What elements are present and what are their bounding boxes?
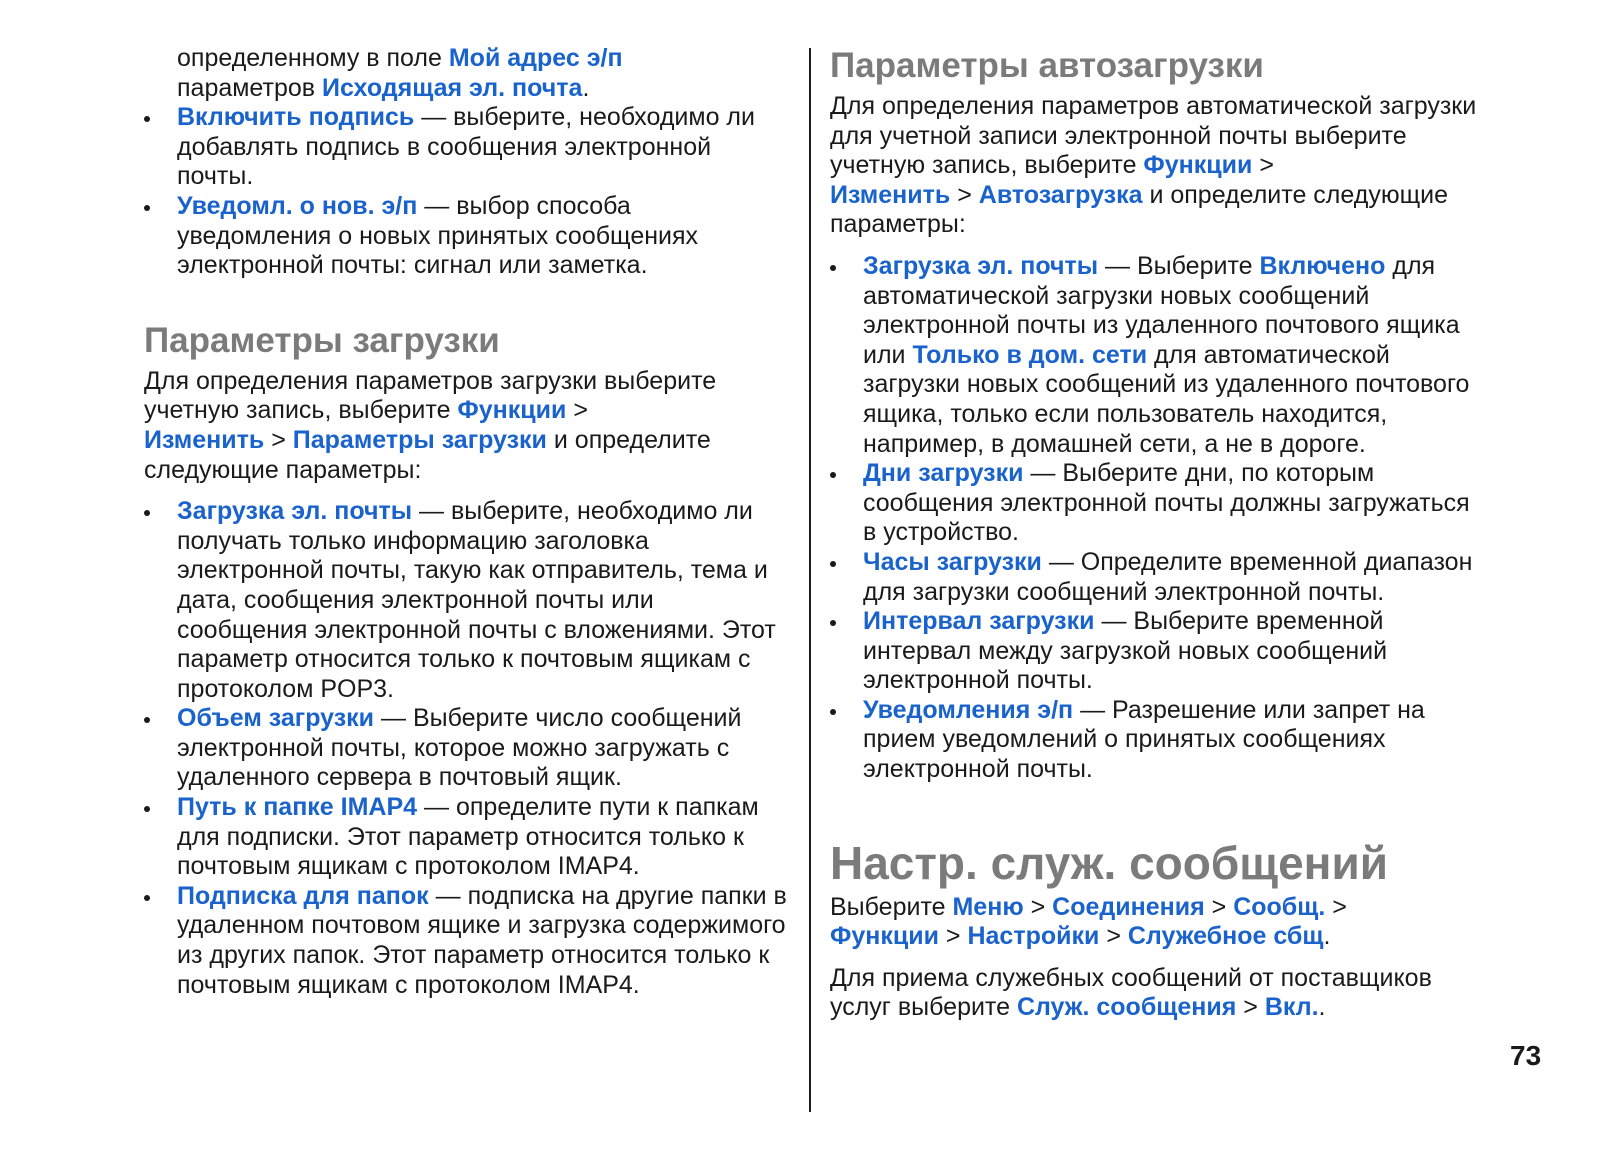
term-retrieval-hours[interactable]: Часы загрузки: [863, 547, 1042, 576]
item-description: для автоматической загрузки новых сообщений электронной почты из удаленного почтового ящика или: [863, 251, 1460, 369]
link-options[interactable]: Функции: [1143, 151, 1253, 180]
continued-text-1: определенному в поле: [177, 44, 449, 72]
intro-text-end: и определите следующие параметры:: [144, 425, 711, 484]
item-description: — выберите, необходимо ли добавлять подпись в сообщения электронной почты.: [177, 103, 755, 191]
item-description: — выбор способа уведомления о новых принятых сообщениях электронной почты: сигнал или заметка.: [177, 191, 699, 280]
term-email-notifications[interactable]: Уведомления э/п: [863, 695, 1074, 724]
list-item: [830, 252, 1480, 459]
term-new-mail-notice[interactable]: Уведомл. о нов. э/п: [177, 191, 418, 220]
list-item: [144, 192, 789, 281]
term-include-signature[interactable]: Включить подпись: [177, 103, 415, 132]
retrieval-intro: [144, 367, 789, 485]
intro-text: Для определения параметров загрузки выберите учетную запись, выберите: [144, 366, 717, 425]
continued-list: [144, 103, 789, 281]
item-description: — Выберите временной интервал между загрузкой новых сообщений электронной почты.: [863, 607, 1388, 695]
term-folder-subscriptions[interactable]: Подписка для папок: [177, 881, 429, 910]
item-description: — Выберите дни, по которым сообщения электронной почты должны загружаться в устройство.: [863, 459, 1470, 547]
left-column: [144, 44, 789, 1000]
continued-text-end: .: [582, 73, 590, 102]
path-separator: >: [264, 425, 293, 454]
instruction-text: Для приема служебных сообщений от поставщиков услуг выберите: [830, 963, 1432, 1022]
item-description: — Определите временной диапазон для загрузки сообщений электронной почты.: [863, 547, 1473, 606]
list-item: [144, 793, 789, 882]
link-menu[interactable]: Меню: [952, 892, 1024, 921]
path-separator: >: [1236, 993, 1265, 1022]
item-description: для автоматической загрузки новых сообщений из удаленного почтового ящика, только если пользователь находится, например, в домашней сети, а не в дороге.: [863, 340, 1470, 458]
continued-paragraph: [144, 44, 789, 103]
instruction-text-end: .: [1318, 993, 1326, 1022]
item-description: — Выберите: [1098, 251, 1260, 280]
list-item: [830, 696, 1480, 785]
section-title-retrieval-settings: Параметры загрузки: [144, 320, 500, 360]
intro-text: Для определения параметров автоматической загрузки для учетной записи электронной почты выберите учетную запись, выберите: [830, 92, 1477, 180]
right-column: [830, 44, 1480, 1023]
path-separator: >: [950, 180, 979, 209]
column-divider: [809, 48, 811, 1112]
path-separator: >: [1099, 922, 1128, 951]
term-email-retrieval[interactable]: Загрузка эл. почты: [177, 497, 413, 526]
service-messages-path: [830, 893, 1480, 952]
link-edit[interactable]: Изменить: [144, 425, 265, 454]
link-only-home-network[interactable]: Только в дом. сети: [912, 340, 1148, 369]
link-my-email-address[interactable]: Мой адрес э/п: [448, 44, 623, 72]
link-options[interactable]: Функции: [457, 396, 567, 425]
list-item: [830, 548, 1480, 607]
section-title-service-messages: Настр. служ. сообщений: [830, 836, 1389, 889]
page-number: 73: [1510, 1040, 1542, 1071]
term-retrieval-amount[interactable]: Объем загрузки: [177, 704, 375, 733]
term-retrieval-interval[interactable]: Интервал загрузки: [863, 607, 1095, 636]
link-settings[interactable]: Настройки: [967, 922, 1100, 951]
list-item: [144, 497, 789, 704]
link-options[interactable]: Функции: [830, 922, 939, 951]
path-text-end: .: [1323, 922, 1331, 951]
item-description: — Разрешение или запрет на прием уведомлений о принятых сообщениях электронной почты.: [863, 695, 1425, 784]
term-imap4-folder-path[interactable]: Путь к папке IMAP4: [177, 793, 418, 822]
link-service-message[interactable]: Служебное сбщ: [1127, 922, 1324, 951]
path-text: Выберите: [830, 892, 953, 921]
link-automatic-retrieval[interactable]: Автозагрузка: [978, 180, 1143, 209]
section-title-auto-retrieval: Параметры автозагрузки: [830, 46, 1264, 85]
link-enabled[interactable]: Включено: [1259, 251, 1386, 280]
list-item: [830, 459, 1480, 548]
item-description: — подписка на другие папки в удаленном почтовом ящике и загрузка содержимого из других папок. Этот параметр относится только к почтовым ящикам с протоколом IMAP4.: [177, 881, 787, 999]
link-messaging[interactable]: Сообщ.: [1233, 892, 1326, 921]
continued-text-2: параметров: [177, 73, 322, 102]
link-connectivity[interactable]: Соединения: [1052, 892, 1205, 921]
link-on[interactable]: Вкл.: [1264, 993, 1319, 1022]
list-item: [144, 882, 789, 1000]
term-retrieval-days[interactable]: Дни загрузки: [863, 459, 1024, 488]
link-outgoing-mail[interactable]: Исходящая эл. почта: [322, 73, 583, 102]
item-description: — Выберите число сообщений электронной почты, которое можно загружать с удаленного сервера в почтовый ящик.: [177, 704, 742, 792]
service-messages-instruction: [830, 964, 1480, 1023]
item-description: — определите пути к папкам для подписки. Этот параметр относится только к почтовым ящикам с протоколом IMAP4.: [177, 793, 759, 881]
path-separator: >: [1325, 892, 1347, 921]
link-service-messages[interactable]: Служ. сообщения: [1016, 993, 1237, 1022]
path-separator: >: [1023, 892, 1053, 921]
path-separator: >: [938, 922, 968, 951]
link-retrieval-settings[interactable]: Параметры загрузки: [292, 425, 547, 454]
path-separator: >: [1204, 892, 1234, 921]
auto-retrieval-options-list: [830, 252, 1480, 785]
retrieval-options-list: [144, 497, 789, 1000]
term-email-retrieval[interactable]: Загрузка эл. почты: [863, 251, 1099, 280]
intro-text-end: и определите следующие параметры:: [830, 180, 1449, 239]
list-item: [830, 607, 1480, 696]
path-separator: >: [1252, 151, 1274, 180]
item-description: — выберите, необходимо ли получать только информацию заголовка электронной почты, такую как отправитель, тема и дата, сообщения электронной почты или сообщения электронной почты с вложениями. Этот параметр относится только к почтовым ящикам с протоколом POP3.: [177, 497, 776, 703]
path-separator: >: [566, 396, 588, 425]
auto-retrieval-intro: [830, 92, 1480, 240]
link-edit[interactable]: Изменить: [830, 180, 951, 209]
list-item: [144, 704, 789, 793]
list-item: [144, 103, 789, 192]
